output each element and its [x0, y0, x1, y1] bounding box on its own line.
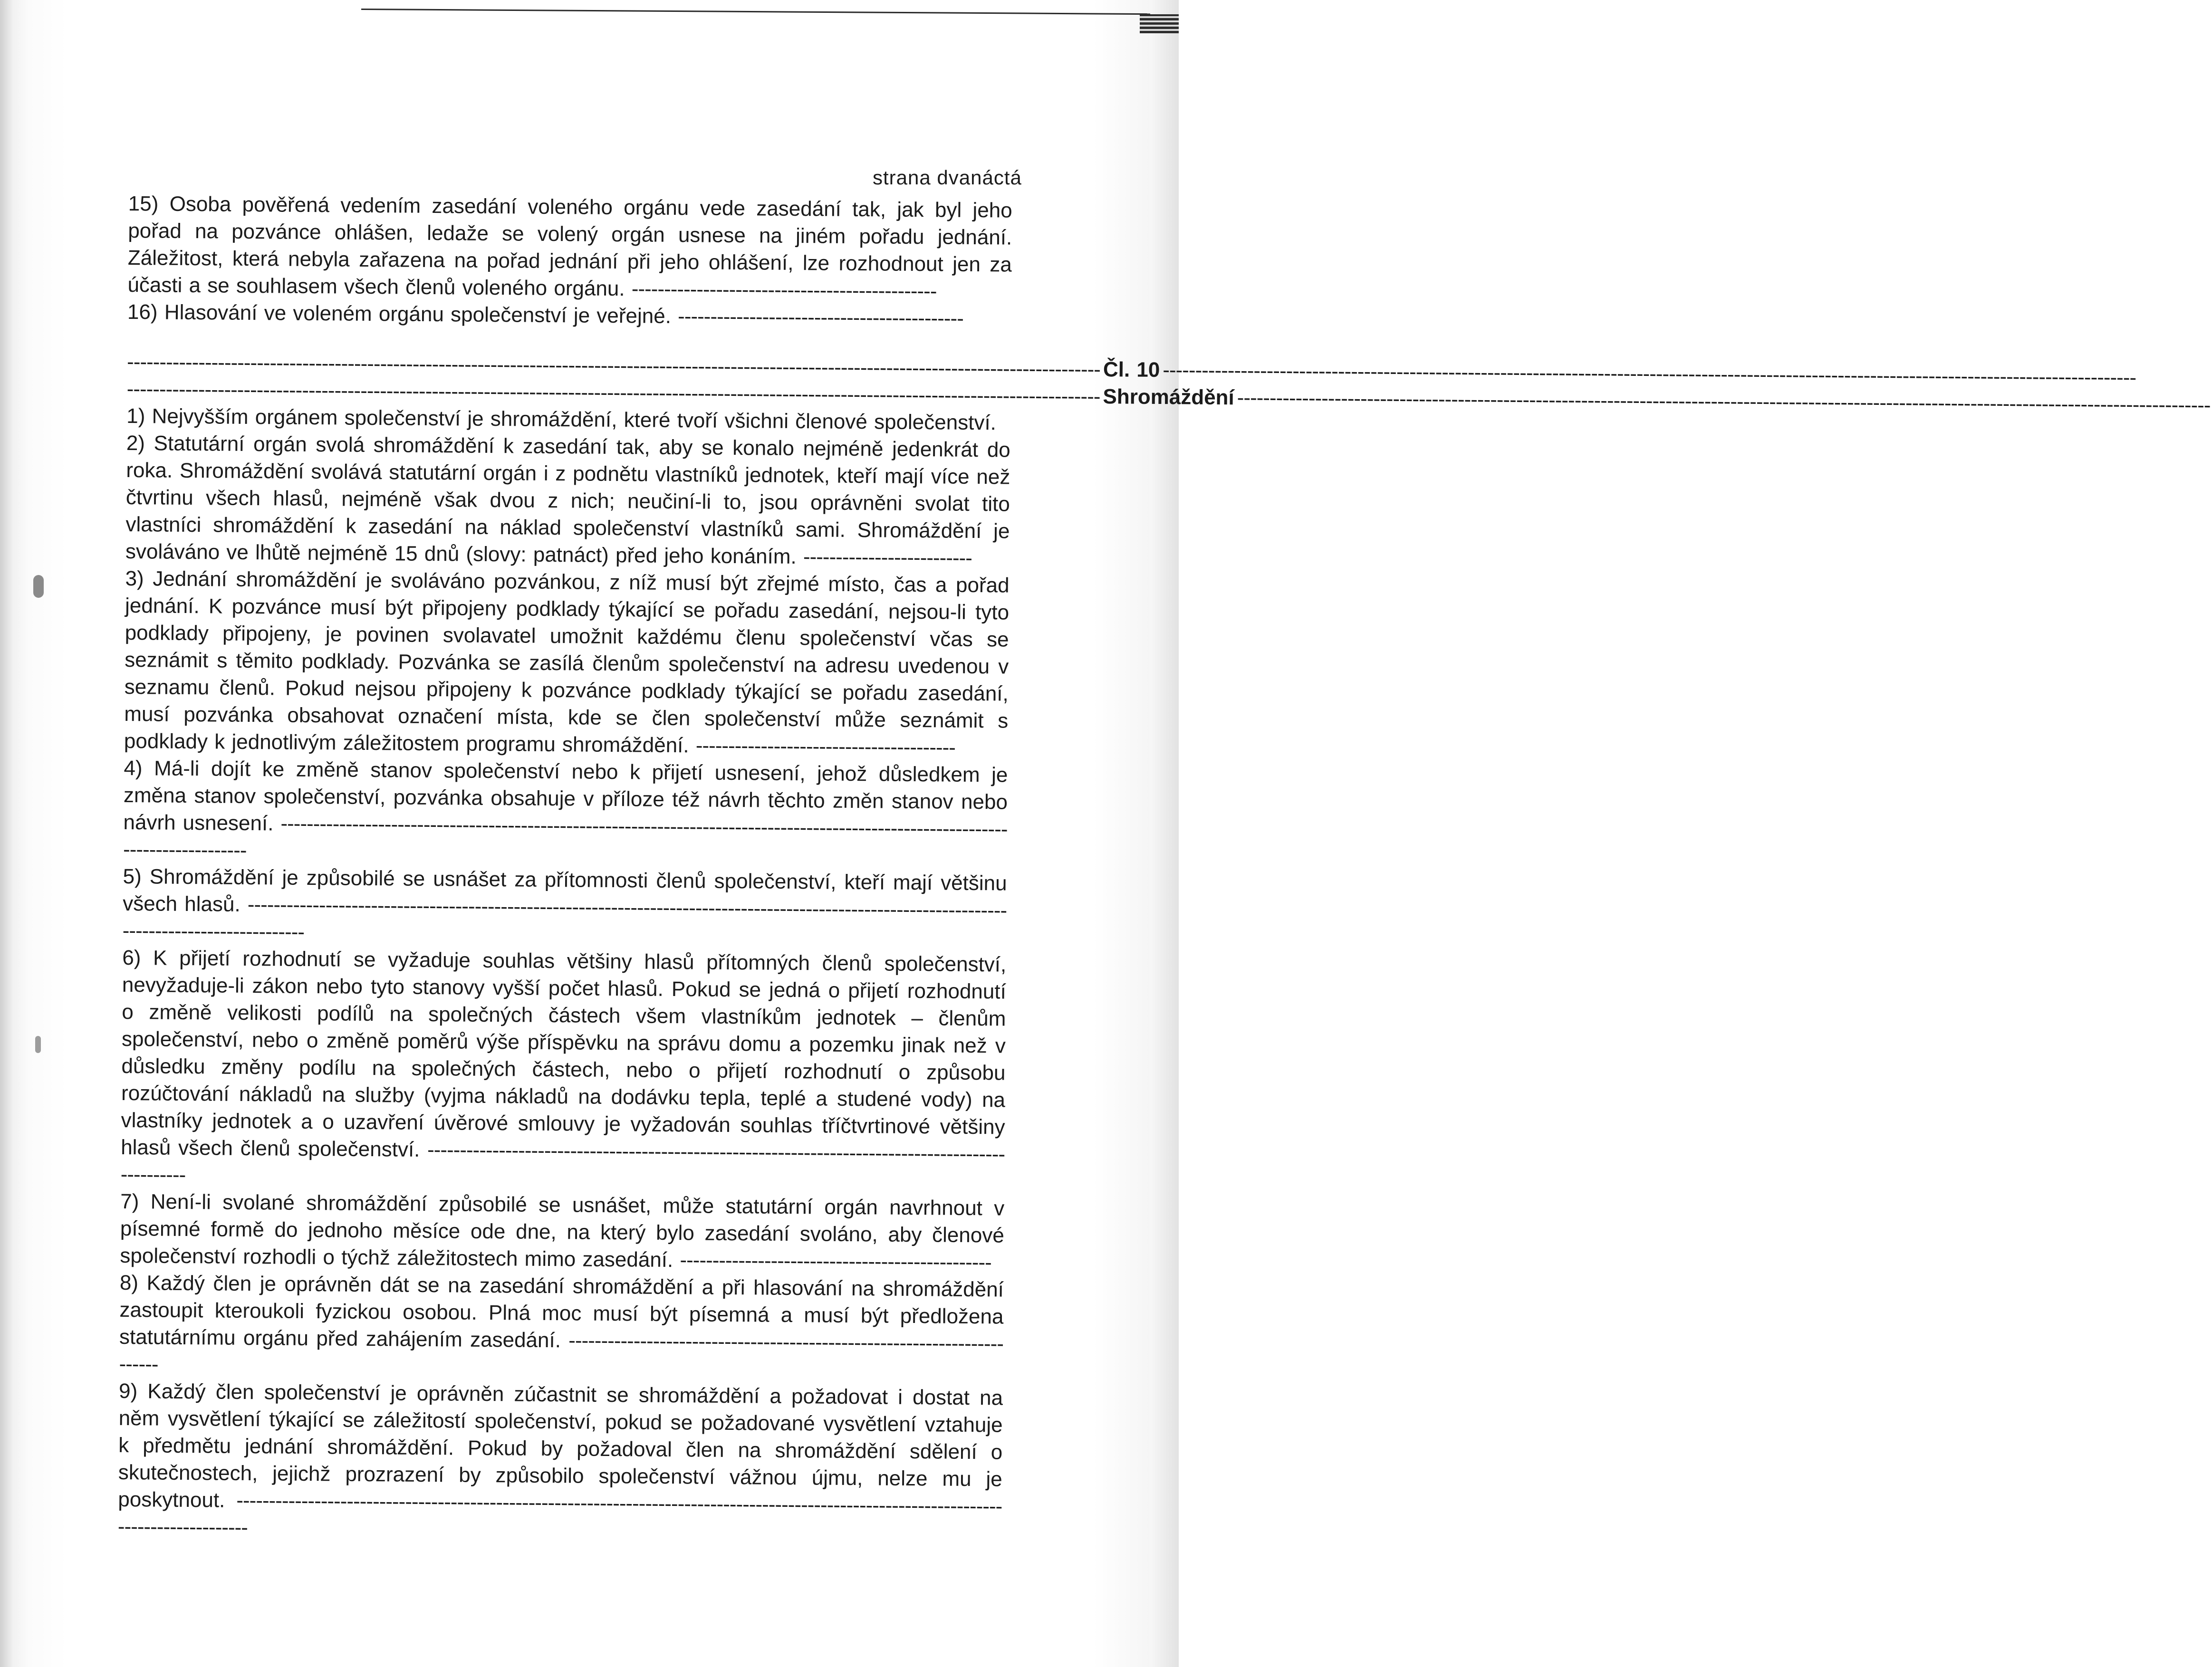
- document-body: [117, 190, 2211, 1547]
- punch-hole-mark: [33, 575, 44, 598]
- paragraph-8: [119, 1269, 1004, 1385]
- page-label: strana dvanáctá: [873, 166, 1022, 189]
- paragraph-6: [121, 944, 1007, 1195]
- dash-filler: ------------------------------------------------------------------------------------------------------------------------------------------------------: [126, 377, 1100, 409]
- paragraph-text: 15) Osoba pověřená vedením zasedání voleného orgánu vede zasedání tak, jak byl jeho pořad na pozvánce ohlášen, ledaže se volený orgán usnese na jiném pořadu jednání. Záležitost, která nebyla zařazena na pořad jednání při jeho ohlášení, lze rozhodnout jen za účasti a se souhlasem všech členů voleného orgánu.: [127, 192, 1012, 301]
- corner-scan-mark: [1140, 14, 1179, 33]
- article-number: Čl. 10: [1103, 358, 1160, 382]
- dash-filler: -------------------------------------------------------------------------------------------------------------------------------------------------: [122, 893, 1007, 944]
- article-title: Shromáždění: [1103, 385, 1234, 410]
- paragraph-4: [123, 755, 1008, 870]
- paragraph-5: [123, 863, 1007, 951]
- paragraph-15: [127, 190, 1012, 306]
- dash-filler: ------------------------------------------------------------------------------------------------------------------------------------------------------: [1237, 386, 2211, 417]
- dash-filler: -----------------------------------------------: [631, 277, 937, 303]
- dash-filler: ----------------------------------------: [695, 734, 956, 759]
- dash-filler: --------------------------------------------: [677, 305, 964, 330]
- punch-hole-mark: [35, 1036, 41, 1053]
- dash-filler: --------------------------: [803, 545, 972, 570]
- paragraph-text: 16) Hlasování ve voleném orgánu společenství je veřejné.: [127, 300, 672, 328]
- dash-filler: ------------------------------------------------------------------------------------------------------------------------------------------: [117, 1488, 1002, 1540]
- paragraph-text: 1) Nejvyšším orgánem společenství je shromáždění, které tvoří všichni členové společenství.: [126, 404, 997, 435]
- paragraph-text: 7) Není-li svolané shromáždění způsobilé se usnášet, může statutární orgán navrhnout v písemné formě do jednoho měsíce ode dne, na který bylo zasedání svoláno, aby členové společenství rozhodli o týchž záležitostech mimo zasedání.: [120, 1189, 1005, 1272]
- binding-shadow: [0, 0, 13, 1667]
- paragraph-text: 8) Každý člen je oprávněn dát se na zasedání shromáždění a při hlasování na shromáždění zastoupit kteroukoli fyzickou osobou. Plná moc musí být písemná a musí být předložena statutárnímu orgánu před zahájením zasedání.: [119, 1271, 1004, 1352]
- dash-filler: ------------------------------------------------------------------------------------------------------------------------------------------------------: [1163, 358, 2136, 390]
- paragraph-7: [120, 1188, 1004, 1276]
- paragraph-2: [125, 430, 1010, 572]
- dash-filler: ------------------------------------------------: [680, 1248, 991, 1274]
- page-edge-shadow: [1149, 0, 1179, 1667]
- dash-filler: -----------------------------------------------------------------------------------------------------------------------------------: [123, 812, 1008, 862]
- paragraph-text: 2) Statutární orgán svolá shromáždění k zasedání tak, aby se konalo nejméně jedenkrát do roka. Shromáždění svolává statutární orgán i z podnětu vlastníků jednotek, kteří mají více než čtvrtinu všech hlasů, nejméně však dvou z nich; neučiní-li to, jsou oprávněni svolat tito vlastníci shromáždění k zasedání na náklad společenství vlastníků sami. Shromáždění je svoláváno ve lhůtě nejméně 15 dnů (slovy: patnáct) před jeho konáním.: [125, 431, 1010, 569]
- paragraph-text: 6) K přijetí rozhodnutí se vyžaduje souhlas většiny hlasů přítomných členů společenství, nevyžaduje-li zákon nebo tyto stanovy vyšší počet hlasů. Pokud se jedná o přijetí rozhodnutí o změně velikosti podílů na společných částech všem vlastníkům jednotek – členům společenství, nebo o změně poměrů výše příspěvku na správu domu a pozemku jinak než v důsledku změny podílu na společných částech, nebo o přijetí rozhodnutí o způsobu rozúčtování nákladů na služby (vyjma nákladů na dodávku tepla, teplé a studené vody) na vlastníky jednotek a o uzavření úvěrové smlouvy je vyžadován souhlas tříčtvrtinové většiny hlasů všech členů společenství.: [120, 946, 1007, 1161]
- dash-filler: ------------------------------------------------------------------------------------------------------------------------------------------------------: [126, 350, 1101, 382]
- paragraph-text: 3) Jednání shromáždění je svoláváno pozvánkou, z níž musí být zřejmé místo, čas a pořad jednání. K pozvánce musí být připojeny podklady týkající se pořadu zasedání, nejsou-li tyto podklady připojeny, je povinen svolavatel umožnit každému členu společenství včas se seznámit s těmito podklady. Pozvánka se zasílá členům společenství na adresu uvedenou v seznamu členů. Pokud nejsou připojeny k pozvánce podklady týkající se pořadu zasedání, musí pozvánka obsahovat označení místa, kde se člen společenství může seznámit s podklady k jednotlivým záležitostem programu shromáždění.: [124, 566, 1010, 757]
- paragraph-text: 9) Každý člen společenství je oprávněn zúčastnit se shromáždění a požadovat i dostat na něm vysvětlení týkající se záležitostí společenství, pokud se požadované vysvětlení vztahuje k předmětu jednání shromáždění. Pokud by požadoval člen na shromáždění sdělení o skutečnostech, jejichž prozrazení by způsobilo společenství vážnou újmu, nelze mu je poskytnout.: [118, 1379, 1003, 1512]
- paragraph-text: 5) Shromáždění je způsobilé se usnášet za přítomnosti členů společenství, kteří mají většinu všech hlasů.: [123, 864, 1007, 916]
- paragraph-9: [118, 1378, 1003, 1547]
- dash-filler: ---------------------------------------------------------------------------------------------------: [120, 1138, 1005, 1187]
- paragraph-text: 4) Má-li dojít ke změně stanov společenství nebo k přijetí usnesení, jehož důsledkem je změna stanov společenství, pozvánka obsahuje v příloze též návrh těchto změn stanov nebo návrh usnesení.: [123, 756, 1008, 835]
- paragraph-3: [124, 565, 1010, 762]
- dash-filler: -------------------------------------------------------------------------: [119, 1329, 1004, 1376]
